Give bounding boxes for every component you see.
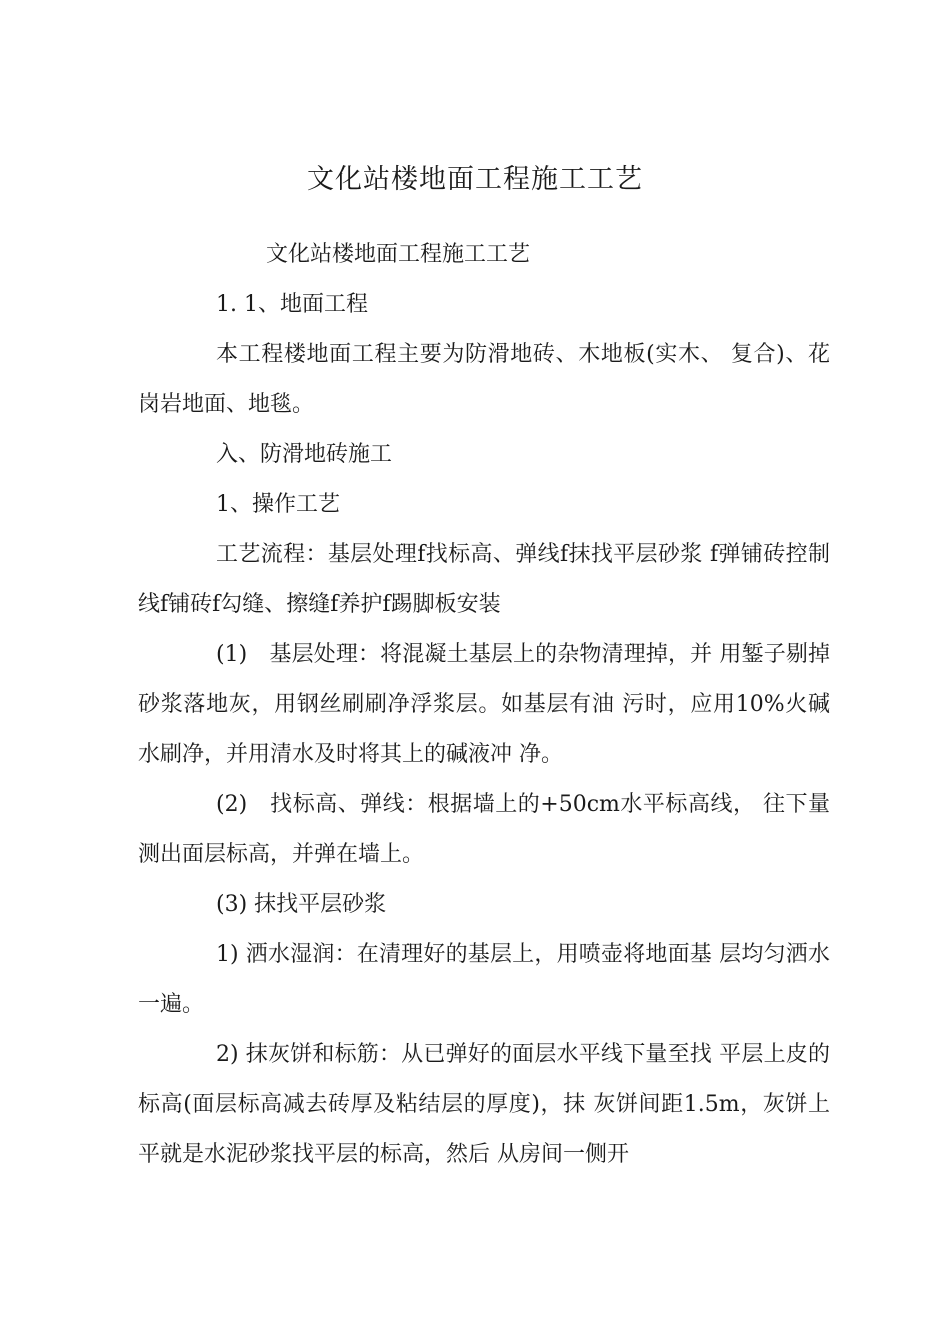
section-heading: 1. 1、地面工程 (216, 292, 368, 317)
body-paragraph: 2) 抹灰饼和标筋：从已弹好的面层水平线下量至找 平层上皮的标高(面层标高减去砖厚及粘结层的厚度)，抹 灰饼间距1.5m，灰饼上平就是水泥砂浆找平层的标高，然后 从房间一侧开 (138, 1042, 830, 1167)
body-paragraph: 1) 洒水湿润：在清理好的基层上，用喷壶将地面基 层均匀洒水一遍。 (138, 942, 830, 1017)
subtitle-paragraph: 文化站楼地面工程施工工艺 (266, 242, 531, 267)
section-heading: 入、防滑地砖施工 (216, 442, 393, 467)
body-paragraph: (1) 基层处理：将混凝土基层上的杂物清理掉，并 用錾子剔掉砂浆落地灰，用钢丝刷刷净浮浆层。如基层有油 污时，应用10%火碱水刷净，并用清水及时将其上的碱液冲 净。 (138, 642, 830, 767)
body-paragraph: 工艺流程：基层处理f找标高、弹线f抹找平层砂浆 f弹铺砖控制线f铺砖f勾缝、擦缝f养护f踢脚板安装 (138, 542, 830, 617)
section-heading: 1、操作工艺 (216, 492, 340, 517)
document-body (138, 230, 830, 1180)
section-heading: (3) 抹找平层砂浆 (216, 892, 387, 917)
body-paragraph: (2) 找标高、弹线：根据墙上的+50cm水平标高线， 往下量测出面层标高，并弹在墙上。 (138, 792, 830, 867)
body-paragraph: 本工程楼地面工程主要为防滑地砖、木地板(实木、 复合)、花岗岩地面、地毯。 (138, 342, 830, 417)
document-title: 文化站楼地面工程施工工艺 (307, 164, 643, 195)
